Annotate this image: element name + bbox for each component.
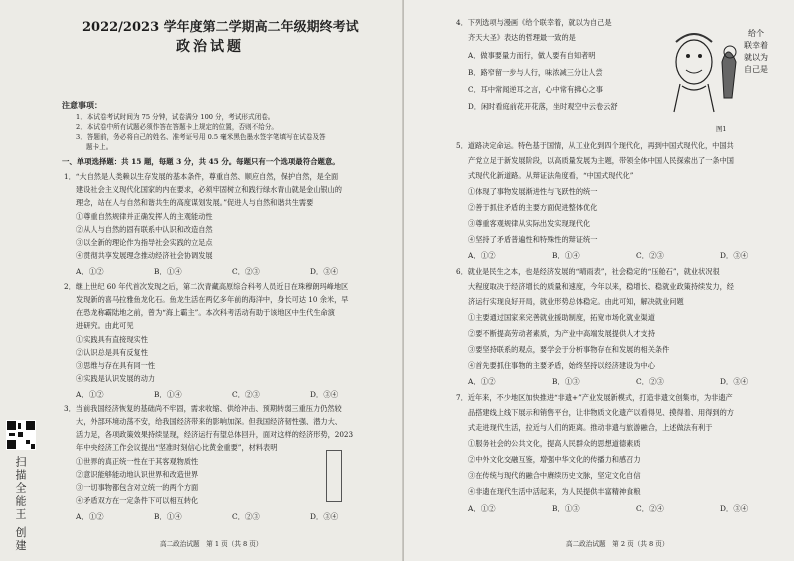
option-d[interactable]: D．③④	[720, 377, 749, 386]
option-b[interactable]: B．①④	[154, 390, 182, 399]
question-2-item: ①实践具有直接现实性	[76, 335, 148, 344]
option-c[interactable]: C．②③	[232, 267, 260, 276]
question-2-text: 2．继上世纪 60 年代首次发现之后，第二次青藏高原综合科考人员近日在珠穆朗玛峰地区	[64, 282, 349, 291]
notice-line: 1．本试卷考试时间为 75 分钟，试卷满分 100 分，考试形式闭卷。	[76, 113, 275, 121]
question-4-option[interactable]: C．耳中常闻逆耳之言，心中常有拂心之事	[468, 85, 603, 94]
question-1-item: ②从人与自然的固有联系中认识和改造自然	[76, 225, 213, 234]
question-4-option[interactable]: D．闲时看庭前花开花落，坐时观空中云卷云舒	[468, 102, 618, 111]
cartoon-caption: 联幸着	[744, 41, 768, 50]
option-c[interactable]: C．②③	[636, 251, 664, 260]
question-3-item: ①世界的真正统一性在于其客观物质性	[76, 457, 199, 466]
section-heading: 一、单项选择题：共 15 题，每题 3 分，共 45 分。每题只有一个选项最符合题意。	[62, 157, 340, 166]
option-c[interactable]: C．②④	[636, 504, 664, 513]
option-d[interactable]: D．③④	[310, 512, 339, 521]
cartoon-caption: 自己是	[744, 65, 768, 74]
question-3-options	[76, 511, 388, 522]
option-d[interactable]: D．③④	[310, 390, 339, 399]
question-5-text: 产党立足于新发展阶段，以高质量发展为主题，带领全体中国人民探索出了一条中国	[468, 156, 734, 165]
question-7-item: ②中外文化交融互鉴，增强中华文化的传播力和感召力	[468, 455, 641, 464]
question-5-item: ④坚持了矛盾普遍性和特殊性的辩证统一	[468, 235, 598, 244]
question-3-text: 大，外部环境动荡不安，给我国经济带来的影响加深。但我国经济韧性强、潜力大、	[76, 417, 342, 426]
option-d[interactable]: D．③④	[720, 251, 749, 260]
question-6-text: 6．就业是民生之本，也是经济发展的“晴雨表”，社会稳定的“压舱石”，就业状况很	[456, 267, 720, 276]
question-5-text: 5．道路决定命运。特色基于国情，从工业化到四个现代化，再到中国式现代化，中国共	[456, 141, 734, 150]
cartoon-caption: 给个	[748, 29, 764, 38]
question-5-text: 式现代化新道路。从辩证法角度看，“中国式现代化”	[468, 171, 634, 180]
question-6-item: ②要不断提高劳动者素质，为产业中高端发展提供人才支持	[468, 329, 655, 338]
question-6-item: ③要坚持联系的观点，要学会于分析事物存在和发展的相关条件	[468, 345, 670, 354]
question-2-item: ④实践是认识发展的动力	[76, 374, 156, 383]
option-a[interactable]: A．①②	[76, 267, 104, 276]
notice-line: 2．本试卷中所有试题必须作答在答题卡上规定的位置，否则不给分。	[76, 123, 279, 131]
question-1-options	[76, 266, 388, 277]
question-2-item: ②认识总是具有反复性	[76, 348, 148, 357]
question-7-item: ①服务社会的公共文化，提高人民群众的思想道德素质	[468, 439, 641, 448]
question-7-options	[468, 503, 794, 514]
option-c[interactable]: C．②③	[232, 512, 260, 521]
question-1-item: ③以全新的理论作为指导社会实践的立足点	[76, 238, 213, 247]
question-3-item: ③一切事物都包含对立统一的两个方面	[76, 483, 199, 492]
question-2-text: 进研究。由此可见	[76, 321, 134, 330]
question-7-text: 式走进现代生活，拉近与人们的距离。推动非遗与旅游融合，上述做法有利于	[468, 423, 713, 432]
notice-heading: 注意事项：	[62, 100, 102, 110]
question-4-option[interactable]: B．路窄留一步与人行，味浓减三分让人尝	[468, 68, 603, 77]
option-c[interactable]: C．②③	[636, 377, 664, 386]
question-2-text: 发现新的喜马拉雅鱼龙化石。鱼龙生活在两亿多年前的海洋中，身长可达 10 余米，早	[76, 295, 349, 304]
option-d[interactable]: D．③④	[720, 504, 749, 513]
question-3-text: 3．当前我国经济恢复的基础尚不牢固，需求收缩、供给冲击、预期转弱三重压力仍然较	[64, 404, 342, 413]
option-b[interactable]: B．①④	[154, 267, 182, 276]
question-4-text: 齐天大圣》表达的哲理最一致的是	[468, 33, 576, 42]
question-1-text: 建设社会主义现代化国家的内在要求，必须牢固树立和践行绿水青山就是金山银山的	[76, 185, 342, 194]
question-6-item: ④首先要抓住事物的主要矛盾，始终坚持以经济建设为中心	[468, 361, 655, 370]
option-b[interactable]: B．①④	[154, 512, 182, 521]
exam-title: 2022/2023 学年度第二学期高二年级期终考试	[82, 20, 359, 35]
option-b[interactable]: B．①③	[552, 504, 580, 513]
question-6-options	[468, 376, 794, 387]
question-5-item: ②善于抓住矛盾的主要方面促进整体优化	[468, 203, 598, 212]
monkey-cartoon-icon	[652, 22, 770, 122]
question-3-text: 年中央经济工作会议提出“坚准时刻信心比黄金重要”，材料表明	[76, 443, 278, 452]
answer-box	[326, 450, 342, 502]
option-a[interactable]: A．①②	[468, 377, 496, 386]
question-5-options	[468, 250, 794, 261]
question-1-text: 理念，站在人与自然和谐共生的高度谋划发展。”促进人与自然和谐共生需要	[76, 198, 314, 207]
question-6-text: 大程度取决于经济增长的质量和速度，今年以来，稳增长、稳就业政策持续发力，经	[468, 282, 734, 291]
question-3-item: ②意识能够能动地认识世界和改造世界	[76, 470, 199, 479]
question-7-text: 品搭建线上线下展示和销售平台，让非物质文化遗产以看得见、摸得着、用得到的方	[468, 408, 734, 417]
cartoon-caption: 就以为	[744, 53, 768, 62]
figure-label: 图1	[716, 125, 727, 133]
question-7-item: ④非遗在现代生活中活起来，为人民提供丰富精神食粮	[468, 487, 641, 496]
question-4-option[interactable]: A．做事要量力而行，做人要有自知者明	[468, 51, 596, 60]
option-b[interactable]: B．①③	[552, 377, 580, 386]
page-footer: 高二政治试题 第 1 页（共 8 页）	[160, 540, 263, 548]
option-a[interactable]: A．①②	[468, 251, 496, 260]
question-1-item: ④贯彻共享发展理念推动经济社会协调发展	[76, 251, 213, 260]
question-2-item: ③思维与存在具有同一性	[76, 361, 156, 370]
option-a[interactable]: A．①②	[468, 504, 496, 513]
question-6-item: ①主要通过国家来完善就业援助制度，拓宽市场化就业渠道	[468, 313, 655, 322]
notice-line: 3．答题前，务必将自己的姓名、准考证号用 0.5 毫米黑色墨水签字笔填写在试卷及答	[76, 133, 326, 141]
question-1-text: 1．“大自然是人类赖以生存发展的基本条件，尊重自然、顺应自然，保护自然，是全面	[64, 172, 339, 181]
qr-code-icon	[6, 420, 36, 450]
question-6-text: 济运行实现良好开局，就业形势总体稳定。由此可知，解决就业问题	[468, 297, 684, 306]
question-7-text: 7．近年来，不少地区加快推进“非遗+”产业发展新模式，打造非遗文创集市，为非遗产	[456, 393, 733, 402]
option-b[interactable]: B．①④	[552, 251, 580, 260]
scanner-watermark: 扫描全能王 创建	[14, 456, 27, 553]
option-a[interactable]: A．①②	[76, 390, 104, 399]
question-2-options	[76, 389, 388, 400]
question-7-item: ③在传统与现代的融合中赓续历史文脉，坚定文化自信	[468, 471, 641, 480]
option-c[interactable]: C．②③	[232, 390, 260, 399]
question-3-text: 活力足，各项政策效果持续显现，经济运行有望总体回升，面对这样的经济形势，2023	[76, 430, 354, 439]
question-5-item: ①体现了事物发展渐进性与飞跃性的统一	[468, 187, 598, 196]
question-2-text: 在恐龙称霸陆地之前，曾为“海上霸主”。本次科考活动有助于该地区中生代生命演	[76, 308, 335, 317]
question-5-item: ③尊重客观规律从实际出发实现现代化	[468, 219, 591, 228]
question-4-text: 4．下列选项与漫画《给个联幸着，就以为自己是	[456, 18, 612, 27]
question-3-item: ④矛盾双方在一定条件下可以相互转化	[76, 496, 199, 505]
question-1-item: ①尊重自然规律并正确发挥人的主观能动性	[76, 212, 213, 221]
notice-line: 题卡上。	[86, 143, 113, 151]
option-a[interactable]: A．①②	[76, 512, 104, 521]
page-footer: 高二政治试题 第 2 页（共 8 页）	[566, 540, 669, 548]
option-d[interactable]: D．③④	[310, 267, 339, 276]
subject-title: 政治试题	[176, 39, 244, 55]
